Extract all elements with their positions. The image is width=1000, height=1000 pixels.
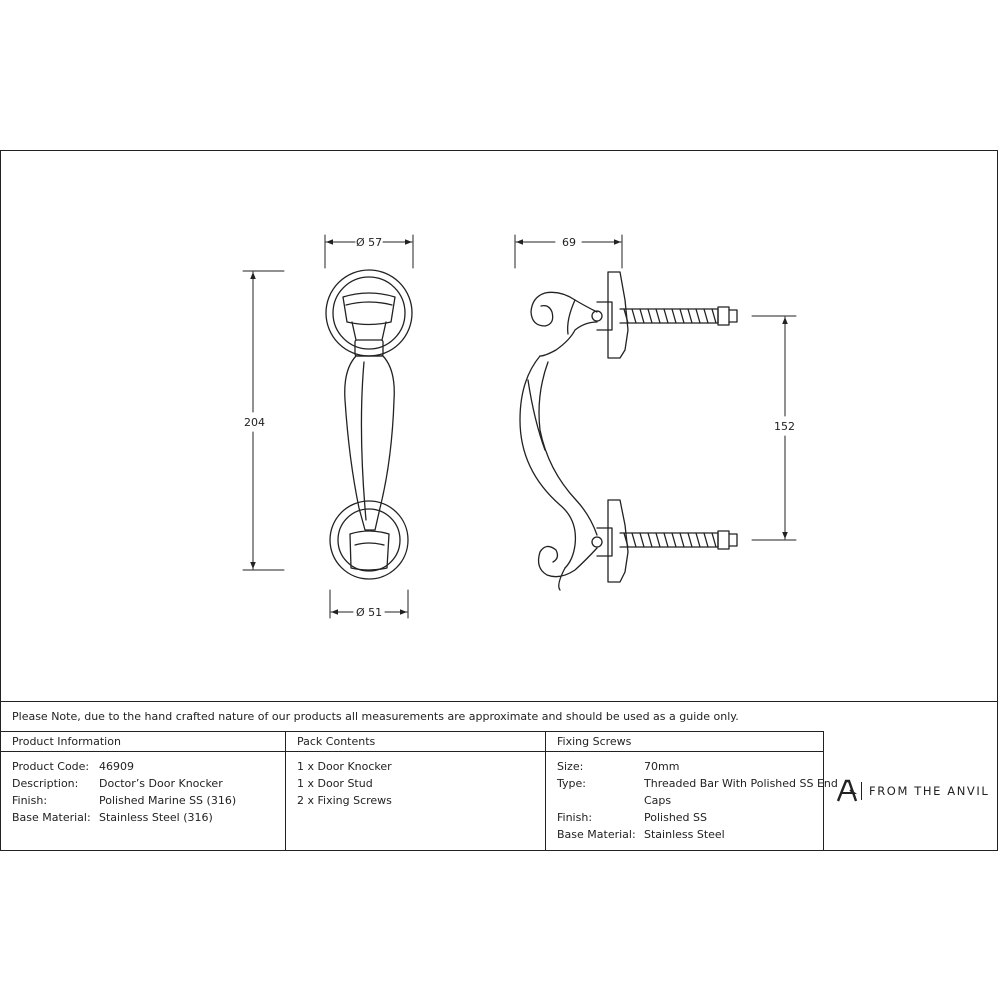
product-info-heading: Product Information: [12, 735, 121, 748]
column-divider-1: [285, 731, 286, 851]
projection-label: 69: [562, 236, 576, 249]
measurement-note: Please Note, due to the hand crafted nature of our products all measurements are approximate and should be used as a guide only.: [12, 710, 739, 723]
top-diameter-label: Ø 57: [356, 236, 383, 249]
screw-base-material-label: Base Material:: [557, 828, 636, 841]
header-bottom-divider: [0, 751, 824, 752]
pack-item: 1 x Door Knocker: [297, 760, 392, 773]
screw-base-material-value: Stainless Steel: [644, 828, 725, 841]
side-view-knocker: [520, 272, 737, 590]
logo-divider: [861, 782, 862, 800]
brand-logo: [833, 778, 998, 804]
product-code-label: Product Code:: [12, 760, 90, 773]
type-value-continued: Caps: [644, 794, 672, 807]
size-label: Size:: [557, 760, 584, 773]
fixing-centres-label: 152: [774, 420, 795, 433]
screw-finish-value: Polished SS: [644, 811, 707, 824]
type-label: Type:: [557, 777, 586, 790]
column-divider-3: [823, 731, 824, 851]
fixing-screws-heading: Fixing Screws: [557, 735, 632, 748]
description-label: Description:: [12, 777, 79, 790]
height-label: 204: [244, 416, 265, 429]
screw-finish-label: Finish:: [557, 811, 593, 824]
column-divider-2: [545, 731, 546, 851]
technical-drawing: [0, 150, 1000, 700]
note-divider: [0, 701, 998, 702]
finish-label: Finish:: [12, 794, 48, 807]
base-material-label: Base Material:: [12, 811, 91, 824]
finish-value: Polished Marine SS (316): [99, 794, 237, 807]
pack-item: 1 x Door Stud: [297, 777, 373, 790]
header-top-divider: [0, 731, 824, 732]
bottom-diameter-label: Ø 51: [356, 606, 383, 619]
type-value: Threaded Bar With Polished SS End: [644, 777, 838, 790]
brand-name: FROM THE ANVIL: [869, 784, 990, 798]
front-view-knocker: [326, 270, 412, 579]
anvil-a-logo-icon: [835, 778, 859, 804]
description-value: Doctor’s Door Knocker: [99, 777, 223, 790]
pack-contents-heading: Pack Contents: [297, 735, 376, 748]
pack-item: 2 x Fixing Screws: [297, 794, 392, 807]
base-material-value: Stainless Steel (316): [99, 811, 213, 824]
product-code-value: 46909: [99, 760, 134, 773]
dimension-lines: [243, 235, 796, 618]
size-value: 70mm: [644, 760, 680, 773]
